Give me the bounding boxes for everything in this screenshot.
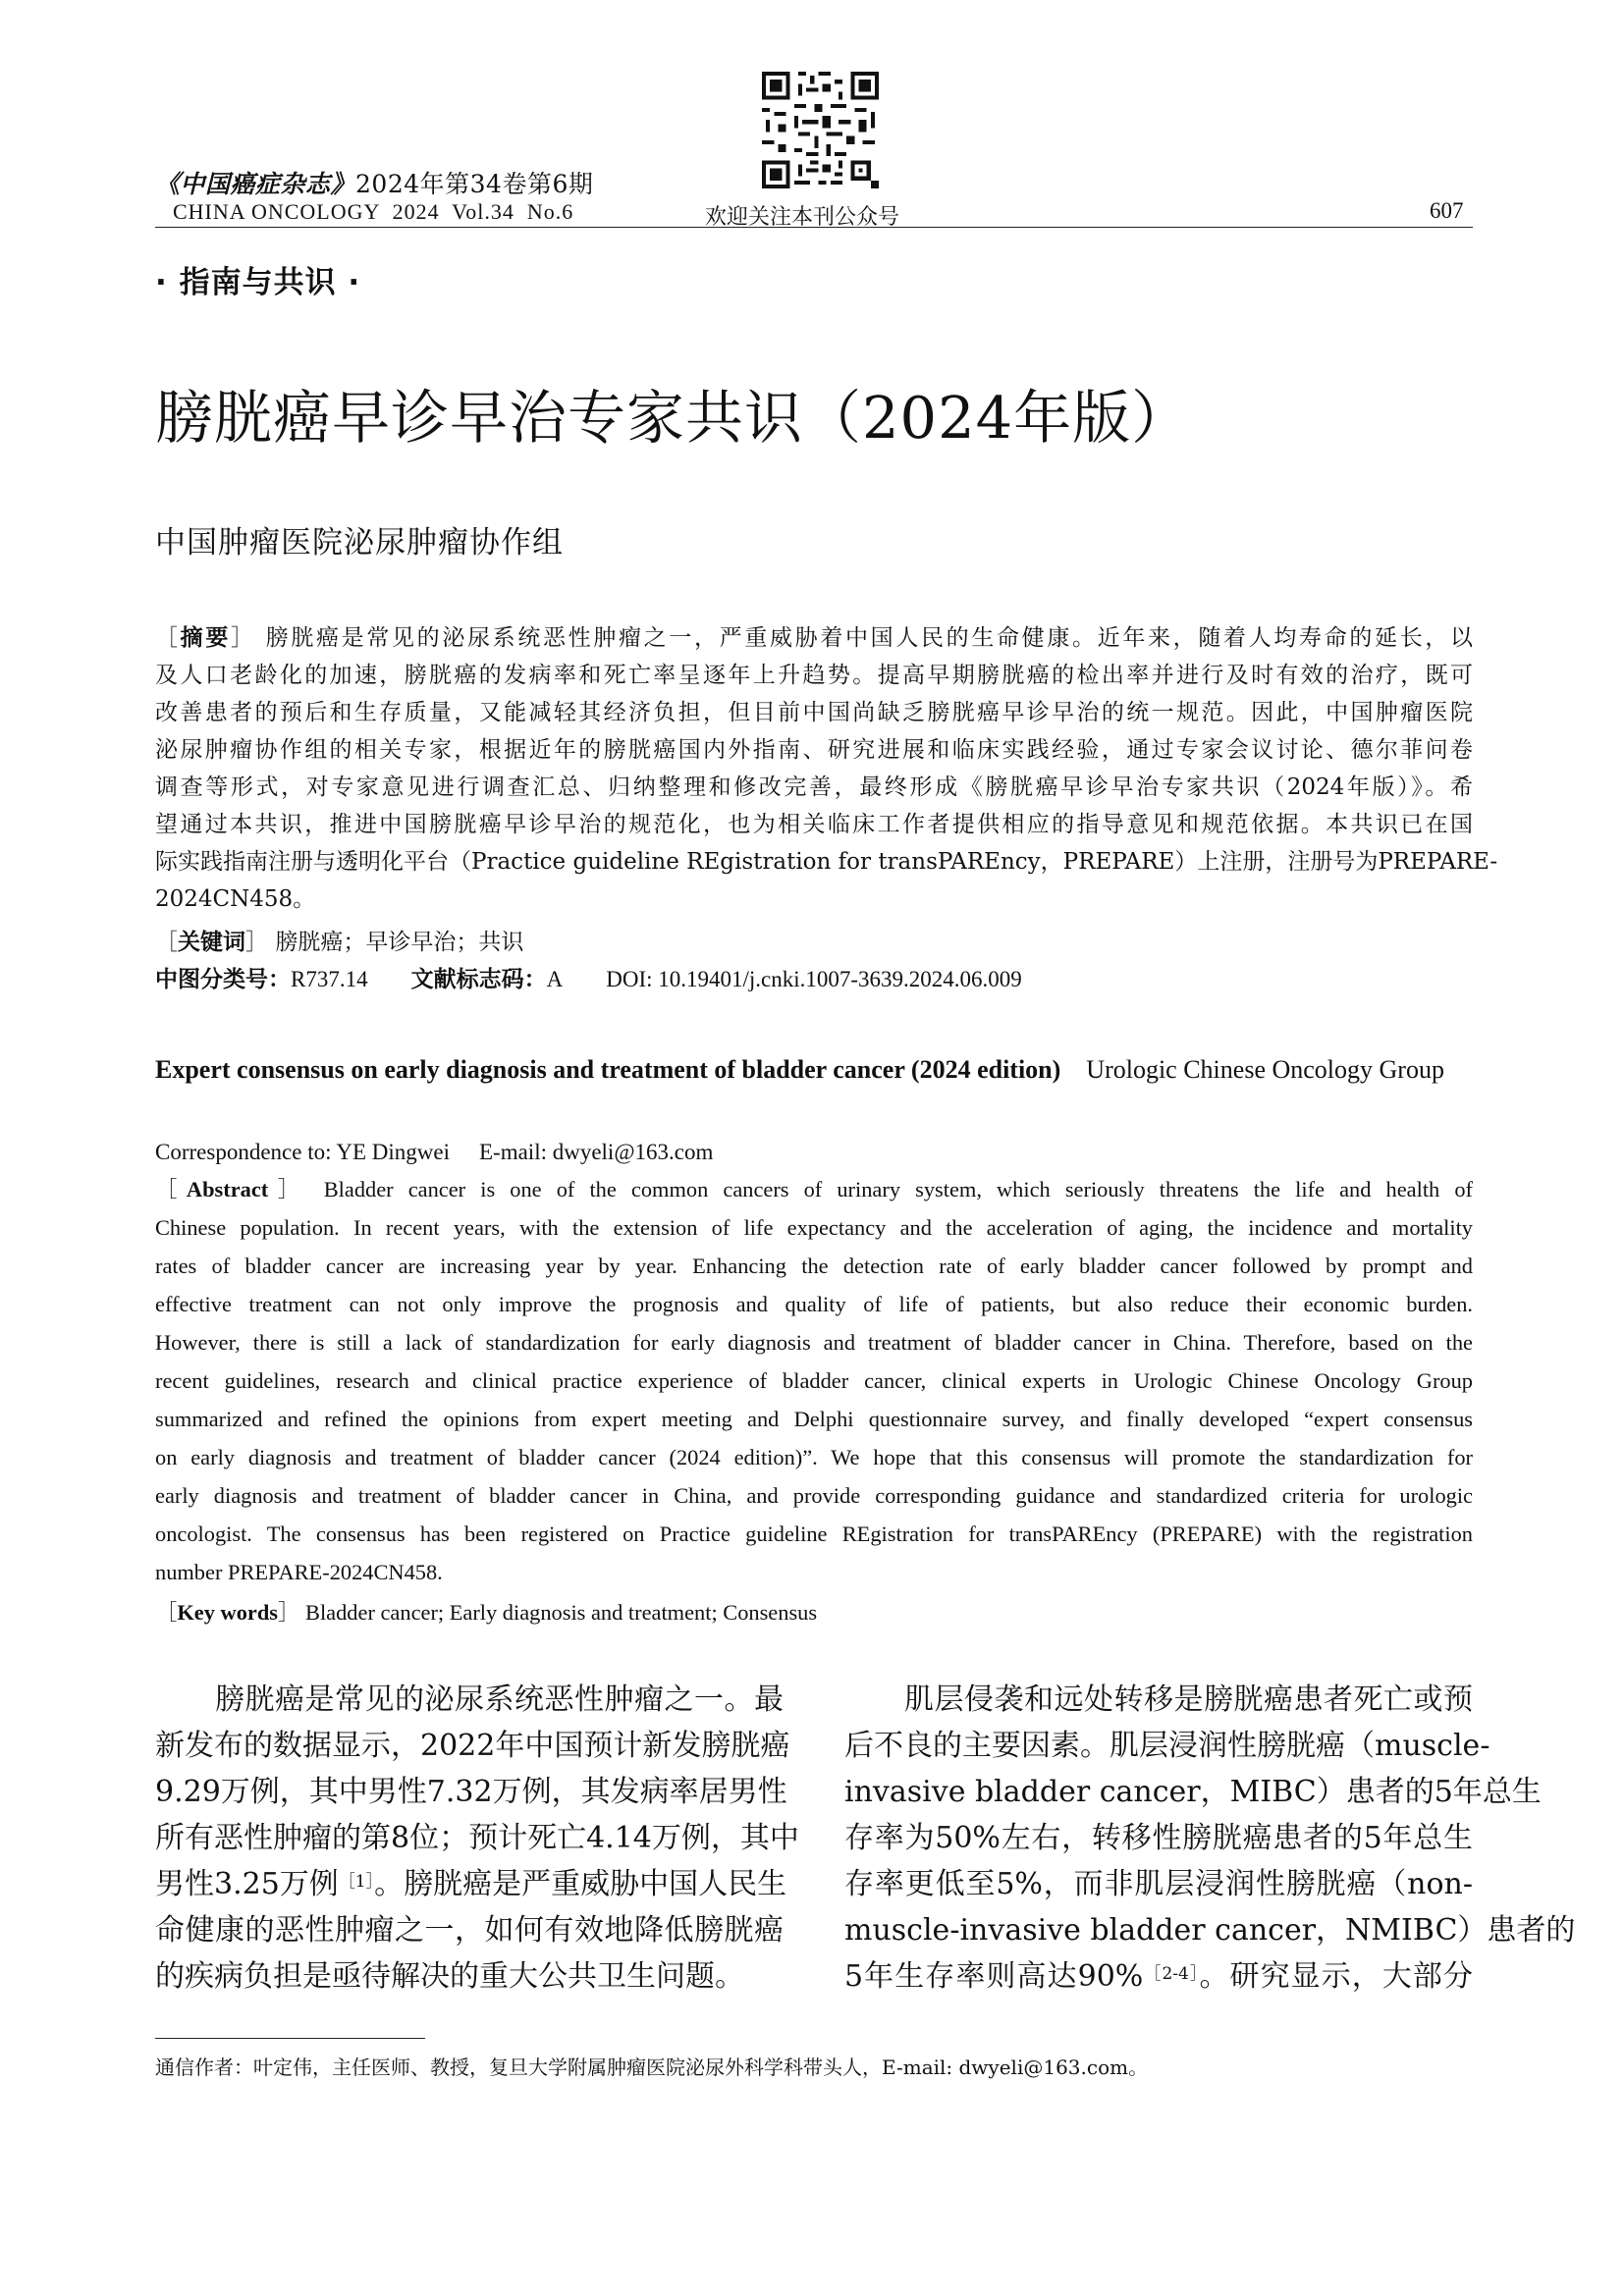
- qr-code-icon: [762, 72, 879, 188]
- body-line: 男性3.25万例$^{[1]}$。膀胱癌是严重威胁中国人民生: [155, 1867, 787, 1901]
- abstract-en-line: summarized and refined the opinions from expert meeting and Delphi questionnaire survey, and finally developed “expert consensus: [155, 1407, 1473, 1431]
- abstract-en-line: oncologist. The consensus has been registered on Practice guideline REgistration for transPAREncy (PREPARE) with the registration: [155, 1522, 1473, 1546]
- abstract-cn-line: 调查等形式，对专家意见进行调查汇总、归纳整理和修改完善，最终形成《膀胱癌早诊早治专家共识（2024年版）》。希: [155, 774, 1473, 800]
- body-line: 9.29万例，其中男性7.32万例，其发病率居男性: [155, 1775, 787, 1809]
- english-title: Expert consensus on early diagnosis and treatment of bladder cancer (2024 edition): [155, 1055, 1061, 1084]
- doi: DOI: 10.19401/j.cnki.1007-3639.2024.06.009: [606, 967, 1022, 991]
- body-line: 的疾病负担是亟待解决的重大公共卫生问题。: [155, 1959, 744, 1994]
- body-line: 命健康的恶性肿瘤之一，如何有效地降低膀胱癌: [155, 1913, 784, 1948]
- body-line: 后不良的主要因素。肌层浸润性膀胱癌（muscle-: [844, 1729, 1490, 1763]
- abstract-cn-line: 际实践指南注册与透明化平台（Practice guideline REgistration for transPAREncy，PREPARE）上注册，注册号为PREPARE-: [155, 849, 1498, 875]
- abstract-en-line: on early diagnosis and treatment of bladder cancer (2024 edition)”. We hope that this consensus will promote the standardization for: [155, 1445, 1473, 1469]
- citation-ref: ［2-4］: [1143, 1964, 1200, 1984]
- abstract-cn-line: 2024CN458。: [155, 886, 316, 912]
- header-divider: [155, 227, 1473, 228]
- clc-value: R737.14: [291, 967, 368, 991]
- body-line: invasive bladder cancer，MIBC）患者的5年总生: [844, 1775, 1542, 1809]
- footnote-divider: [155, 2038, 425, 2039]
- journal-citation-cn: [155, 165, 593, 200]
- follow-caption: 欢迎关注本刊公众号: [705, 205, 900, 230]
- keywords-en-text: Bladder cancer; Early diagnosis and treatment; Consensus: [305, 1600, 818, 1625]
- body-line: muscle-invasive bladder cancer，NMIBC）患者的: [844, 1913, 1576, 1948]
- keywords-en-tag: Key words: [177, 1600, 279, 1625]
- abstract-en-line: Chinese population. In recent years, with the extension of life expectancy and the acceleration of aging, the incidence and mortality: [155, 1215, 1473, 1240]
- doc-code-value: A: [546, 967, 564, 991]
- body-line: 肌层侵袭和远处转移是膀胱癌患者死亡或预: [844, 1682, 1473, 1717]
- journal-name: 《中国癌症杂志》: [155, 170, 356, 198]
- abstract-en-line: early diagnosis and treatment of bladder cancer in China, and provide corresponding guidance and standardized criteria for urologic: [155, 1483, 1473, 1508]
- correspondence: Correspondence to: YE Dingwei E-mail: dwyeli@163.com: [155, 1140, 714, 1164]
- abstract-en-tag: Abstract: [186, 1177, 269, 1201]
- keywords-cn-text: 膀胱癌；早诊早治；共识: [275, 930, 524, 955]
- english-authors: Urologic Chinese Oncology Group: [1086, 1055, 1444, 1084]
- body-line: 5年生存率则高达90%$^{[2-4]}$。研究显示，大部分: [844, 1959, 1473, 1994]
- body-line: 新发布的数据显示，2022年中国预计新发膀胱癌: [155, 1729, 790, 1763]
- abstract-en-line: effective treatment can not only improve the prognosis and quality of life of patients, but also reduce their economic burden.: [155, 1292, 1473, 1316]
- doc-code-label: 文献标志码：: [410, 967, 547, 992]
- abstract-en-line: However, there is still a lack of standardization for early diagnosis and treatment of bladder cancer in China. Therefore, based on the: [155, 1330, 1473, 1355]
- page-number: 607: [1430, 198, 1464, 223]
- journal-citation-en: CHINA ONCOLOGY 2024 Vol.34 No.6: [173, 199, 574, 224]
- keywords-cn-tag: 关键词: [178, 930, 245, 955]
- abstract-en-line: recent guidelines, research and clinical practice experience of bladder cancer, clinical experts in Urologic Chinese Oncology Group: [155, 1368, 1473, 1393]
- authors: 中国肿瘤医院泌尿肿瘤协作组: [155, 525, 564, 561]
- abstract-cn-tag: 摘要: [180, 625, 232, 651]
- footnote: 通信作者：叶定伟，主任医师、教授，复旦大学附属肿瘤医院泌尿外科学科带头人，E-mail: dwyeli@163.com。: [155, 2056, 1149, 2079]
- classification-line: [155, 961, 1022, 998]
- issue-cn: 2024年第34卷第6期: [355, 170, 594, 198]
- abstract-cn-line: 及人口老龄化的加速，膀胱癌的发病率和死亡率呈逐年上升趋势。提高早期膀胱癌的检出率并进行及时有效的治疗，既可: [155, 663, 1473, 688]
- correspondence-email: E-mail: dwyeli@163.com: [479, 1140, 714, 1164]
- body-line: 膀胱癌是常见的泌尿系统恶性肿瘤之一。最: [155, 1682, 784, 1717]
- clc-label: 中图分类号：: [155, 967, 291, 992]
- section-label: · 指南与共识 ·: [155, 265, 361, 300]
- abstract-cn-line: 望通过本共识，推进中国膀胱癌早诊早治的规范化，也为相关临床工作者提供相应的指导意见和规范依据。本共识已在国: [155, 812, 1473, 837]
- abstract-en-line: number PREPARE-2024CN458.: [155, 1560, 443, 1584]
- page-title: 膀胱癌早诊早治专家共识（2024年版）: [155, 384, 1191, 452]
- abstract-cn-line: 改善患者的预后和生存质量，又能减轻其经济负担，但目前中国尚缺乏膀胱癌早诊早治的统一规范。因此，中国肿瘤医院: [155, 700, 1473, 725]
- english-title-block: [155, 1049, 1473, 1090]
- abstract-en-line: ［Abstract］ Bladder cancer is one of the common cancers of urinary system, which seriously threatens the life and health of: [155, 1177, 1474, 1201]
- body-line: 所有恶性肿瘤的第8位；预计死亡4.14万例，其中: [155, 1821, 799, 1855]
- abstract-cn-line: 泌尿肿瘤协作组的相关专家，根据近年的膀胱癌国内外指南、研究进展和临床实践经验，通过专家会议讨论、德尔菲问卷: [155, 737, 1473, 763]
- keywords-cn: ［关键词］ 膀胱癌；早诊早治；共识: [155, 930, 524, 955]
- abstract-cn-line: ［摘要］ 膀胱癌是常见的泌尿系统恶性肿瘤之一，严重威胁着中国人民的生命健康。近年来，随着人均寿命的延长，以: [155, 625, 1474, 651]
- abstract-en-line: rates of bladder cancer are increasing year by year. Enhancing the detection rate of early bladder cancer followed by prompt and: [155, 1254, 1473, 1278]
- body-line: 存率为50%左右，转移性膀胱癌患者的5年总生: [844, 1821, 1473, 1855]
- body-line: 存率更低至5%，而非肌层浸润性膀胱癌（non-: [844, 1867, 1473, 1901]
- citation-ref: ［1］: [338, 1872, 375, 1892]
- keywords-en: ［Key words］ Bladder cancer; Early diagnosis and treatment; Consensus: [155, 1600, 818, 1625]
